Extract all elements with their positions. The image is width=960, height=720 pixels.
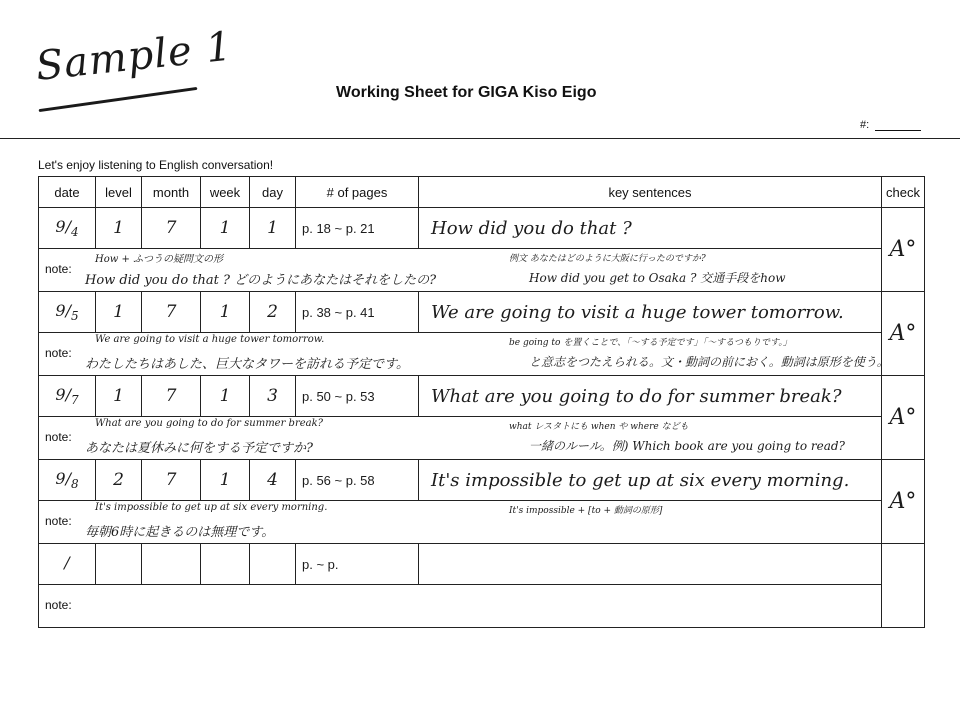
week-cell[interactable]: 1 (201, 376, 250, 417)
worksheet-table (38, 176, 925, 628)
note-line-1: It's impossible to get up at six every morning. (95, 502, 328, 513)
instruction-text: Let's enjoy listening to English conversation! (38, 158, 274, 172)
check-cell[interactable] (882, 544, 925, 628)
note-right-1: what レスタトにも when や where なども (509, 422, 689, 432)
entry-row (39, 544, 925, 585)
pages-cell[interactable]: p. 56 ~ p. 58 (296, 460, 419, 501)
date-cell[interactable] (39, 544, 96, 585)
note-right-2: 一緒のルール。例) Which book are you going to read? (529, 439, 845, 453)
note-label: note: (45, 514, 72, 528)
date-month: 9/ (55, 301, 71, 320)
month-cell[interactable]: 7 (142, 292, 201, 333)
check-cell[interactable] (882, 460, 925, 544)
note-right-1: be going to を置くことで、「〜する予定です」「〜するつもりです。」 (509, 338, 792, 348)
key-sentence-cell[interactable]: It's impossible to get up at six every morning. (419, 460, 882, 501)
note-row (39, 585, 925, 628)
pages-cell[interactable]: p. ~ p. (296, 544, 419, 585)
note-right-2: How did you get to Osaka ? 交通手段をhow (529, 271, 786, 285)
note-cell[interactable] (39, 333, 889, 376)
month-cell[interactable]: 7 (142, 208, 201, 249)
note-line-2: How did you do that ? どのようにあなたはそれをしたの? (85, 273, 437, 288)
date-day: 8 (70, 477, 79, 491)
note-right-1: It's impossible + [to + 動詞の原形] (509, 506, 663, 516)
date-month: 9/ (55, 217, 71, 236)
date-cell[interactable] (39, 376, 96, 417)
note-cell[interactable] (39, 501, 882, 544)
entry-row (39, 208, 925, 249)
pages-cell[interactable]: p. 38 ~ p. 41 (296, 292, 419, 333)
note-row (39, 417, 925, 460)
note-right-1: 例文 あなたはどのように大阪に行ったのですか? (509, 254, 706, 264)
note-line-2: あなたは夏休みに何をする予定ですか? (85, 441, 313, 456)
level-cell[interactable]: 2 (96, 460, 142, 501)
date-day: 5 (70, 309, 79, 323)
note-row (39, 249, 925, 292)
sample-underline (39, 87, 198, 112)
pages-cell[interactable]: p. 50 ~ p. 53 (296, 376, 419, 417)
day-cell[interactable]: 4 (250, 460, 296, 501)
table-body (39, 208, 925, 628)
month-cell[interactable]: 7 (142, 376, 201, 417)
day-cell[interactable]: 2 (250, 292, 296, 333)
level-cell[interactable]: 1 (96, 292, 142, 333)
date-month: 9/ (55, 385, 71, 404)
week-cell[interactable]: 1 (201, 208, 250, 249)
date-cell[interactable] (39, 460, 96, 501)
header-rule (0, 138, 960, 139)
header-level: level (96, 177, 142, 208)
key-sentence-cell[interactable] (419, 544, 882, 585)
key-sentence-cell[interactable]: We are going to visit a huge tower tomorrow. (419, 292, 882, 333)
header-week: week (201, 177, 250, 208)
day-cell[interactable]: 1 (250, 208, 296, 249)
level-cell[interactable]: 1 (96, 208, 142, 249)
check-grade: A° (889, 321, 917, 346)
day-cell[interactable]: 3 (250, 376, 296, 417)
entry-row (39, 376, 925, 417)
header-month: month (142, 177, 201, 208)
key-sentence-cell[interactable]: What are you going to do for summer break? (419, 376, 882, 417)
date-cell[interactable] (39, 292, 96, 333)
level-cell[interactable]: 1 (96, 376, 142, 417)
header-date: date (39, 177, 96, 208)
entry-row (39, 460, 925, 501)
date-day: 7 (70, 393, 79, 407)
note-row (39, 333, 925, 376)
header-key-sentences: key sentences (419, 177, 882, 208)
note-line-2: 毎朝6時に起きるのは無理です。 (85, 525, 275, 540)
entry-row (39, 292, 925, 333)
week-cell[interactable] (201, 544, 250, 585)
header-pages: # of pages (296, 177, 419, 208)
week-cell[interactable]: 1 (201, 292, 250, 333)
sample-label: Sample 1 (33, 23, 235, 90)
check-grade: A° (889, 405, 917, 430)
month-cell[interactable]: 7 (142, 460, 201, 501)
note-line-2: わたしたちはあした、巨大なタワーを訪れる予定です。 (85, 357, 409, 372)
note-cell[interactable] (39, 249, 882, 292)
date-month: / (64, 553, 70, 572)
month-cell[interactable] (142, 544, 201, 585)
check-grade: A° (889, 237, 917, 262)
check-cell[interactable] (882, 376, 925, 460)
sheet-title: Working Sheet for GIGA Kiso Eigo (336, 84, 597, 101)
date-cell[interactable] (39, 208, 96, 249)
header-day: day (250, 177, 296, 208)
key-sentence-cell[interactable]: How did you do that ? (419, 208, 882, 249)
pages-cell[interactable]: p. 18 ~ p. 21 (296, 208, 419, 249)
date-month: 9/ (55, 469, 71, 488)
note-cell[interactable] (39, 417, 882, 460)
note-label: note: (45, 430, 72, 444)
note-label: note: (45, 346, 72, 360)
number-blank (875, 120, 921, 131)
header-check: check (882, 177, 925, 208)
check-cell[interactable] (882, 208, 925, 292)
date-day: 4 (70, 225, 79, 239)
level-cell[interactable] (96, 544, 142, 585)
number-field (860, 119, 921, 131)
note-label: note: (45, 262, 72, 276)
note-label: note: (45, 598, 72, 612)
day-cell[interactable] (250, 544, 296, 585)
note-line-1: How + ふつうの疑問文の形 (95, 254, 224, 265)
note-right-2: と意志をつたえられる。文・動詞の前におく。動詞は原形を使う。 (529, 355, 889, 369)
number-label: #: (860, 119, 870, 131)
note-row (39, 501, 925, 544)
week-cell[interactable]: 1 (201, 460, 250, 501)
note-cell[interactable] (39, 585, 882, 628)
check-grade: A° (889, 489, 917, 514)
note-line-1: What are you going to do for summer break? (95, 418, 324, 429)
header-row (39, 177, 925, 208)
note-line-1: We are going to visit a huge tower tomorrow. (95, 334, 325, 345)
